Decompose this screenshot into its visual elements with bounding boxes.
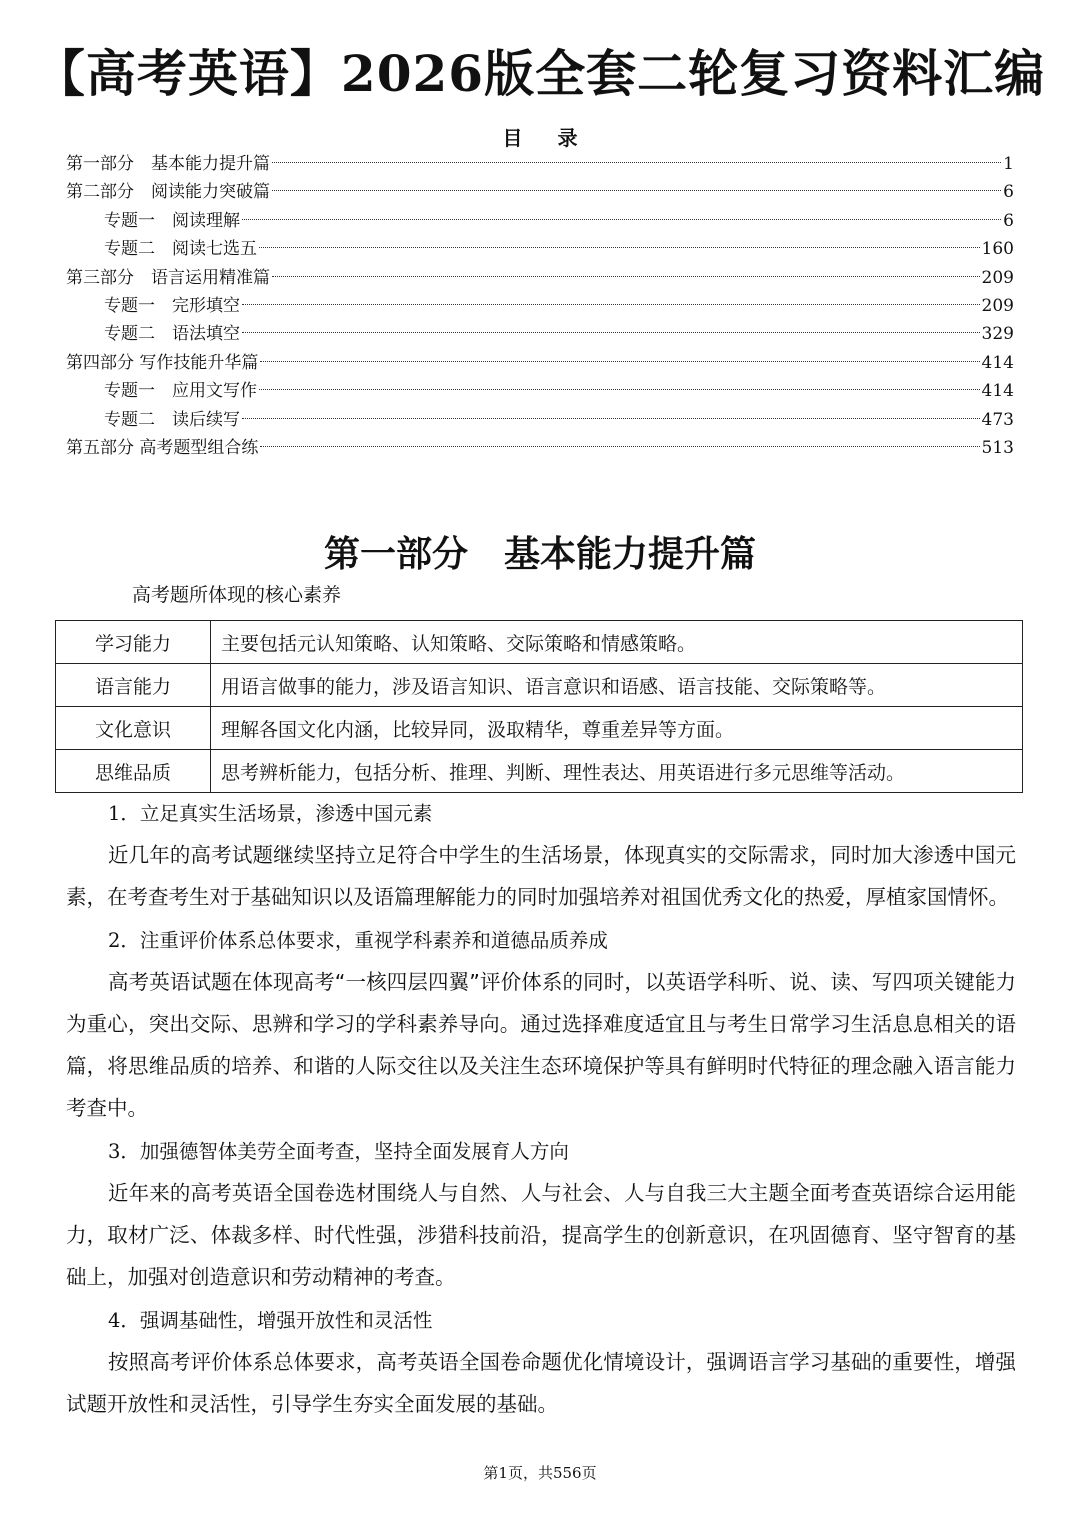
toc-entry-label: 专题二 语法填空 (104, 324, 240, 345)
toc-entry-label: 第三部分 语言运用精准篇 (66, 267, 270, 288)
toc-leader-dots (272, 276, 980, 277)
toc-entry-label: 第五部分 高考题型组合练 (66, 437, 259, 458)
toc-entry-page: 473 (981, 409, 1014, 430)
toc-entry-label: 第四部分 写作技能升华篇 (66, 352, 259, 373)
table-cell-key: 思维品质 (56, 750, 211, 793)
toc-leader-dots (260, 446, 979, 447)
toc-leader-dots (242, 304, 980, 305)
toc-entry-page: 414 (981, 381, 1014, 402)
toc-entry[interactable] (66, 178, 1014, 206)
table-row (56, 750, 1023, 793)
toc-leader-dots (272, 162, 1001, 163)
toc-entry-label: 专题二 阅读七选五 (104, 239, 257, 260)
table-row (56, 707, 1023, 750)
toc-entry-page: 329 (981, 324, 1014, 345)
toc-entry-label: 专题一 完形填空 (104, 295, 240, 316)
table-cell-value: 思考辨析能力，包括分析、推理、判断、理性表达、用英语进行多元思维等活动。 (211, 750, 1023, 793)
toc-subentry[interactable] (66, 406, 1014, 434)
toc-leader-dots (242, 418, 980, 419)
toc-subentry[interactable] (66, 292, 1014, 320)
toc-entry-label: 第一部分 基本能力提升篇 (66, 154, 270, 174)
toc-leader-dots (259, 247, 980, 248)
table-cell-value: 用语言做事的能力，涉及语言知识、语言意识和语感、语言技能、交际策略等。 (211, 664, 1023, 707)
page-footer: 第1页，共556页 (483, 1464, 597, 1482)
toc-entry-label: 专题一 应用文写作 (104, 381, 257, 402)
toc-entry-page: 513 (981, 437, 1014, 458)
table-cell-value: 主要包括元认知策略、认知策略、交际策略和情感策略。 (211, 621, 1023, 664)
toc-leader-dots (242, 219, 1001, 220)
table-cell-value: 理解各国文化内涵，比较异同，汲取精华，尊重差异等方面。 (211, 707, 1023, 750)
table-cell-key: 语言能力 (56, 664, 211, 707)
point-heading: 4．强调基础性，增强开放性和灵活性 (108, 1309, 433, 1332)
point-paragraph: 近年来的高考英语全国卷选材围绕人与自然、人与社会、人与自我三大主题全面考查英语综合运用能力，取材广泛、体裁多样、时代性强，涉猎科技前沿，提高学生的创新意识，在巩固德育、坚守智育的基础上，加强对创造意识和劳动精神的考查。 (66, 1181, 1016, 1289)
toc-heading: 目 录 (502, 126, 592, 150)
document-title: 【高考英语】2026版全套二轮复习资料汇编 (34, 44, 1046, 103)
toc-leader-dots (259, 389, 980, 390)
table-caption: 高考题所体现的核心素养 (132, 584, 342, 606)
core-literacy-table (55, 620, 1023, 793)
toc-entry-page: 160 (981, 239, 1014, 260)
toc-entry-label: 专题二 读后续写 (104, 409, 240, 430)
toc-entry-page: 1 (1003, 154, 1014, 174)
toc-entry-label: 专题一 阅读理解 (104, 210, 240, 231)
table-cell-key: 文化意识 (56, 707, 211, 750)
toc-entry-page: 209 (981, 295, 1014, 316)
point-paragraph: 近几年的高考试题继续坚持立足符合中学生的生活场景，体现真实的交际需求，同时加大渗透中国元素，在考查考生对于基础知识以及语篇理解能力的同时加强培养对祖国优秀文化的热爱，厚植家国情怀。 (66, 843, 1016, 909)
toc-entry-page: 209 (981, 267, 1014, 288)
point-paragraph: 高考英语试题在体现高考“一核四层四翼”评价体系的同时，以英语学科听、说、读、写四项关键能力为重心，突出交际、思辨和学习的学科素养导向。通过选择难度适宜且与考生日常学习生活息息相关的语篇，将思维品质的培养、和谐的人际交往以及关注生态环境保护等具有鲜明时代特征的理念融入语言能力考查中。 (66, 970, 1016, 1120)
point-heading: 1．立足真实生活场景，渗透中国元素 (108, 802, 433, 825)
toc-subentry[interactable] (66, 207, 1014, 235)
toc-entry[interactable] (66, 349, 1014, 377)
toc-subentry[interactable] (66, 235, 1014, 263)
table-cell-key: 学习能力 (56, 621, 211, 664)
point-heading: 2．注重评价体系总体要求，重视学科素养和道德品质养成 (108, 929, 608, 952)
toc-entry[interactable] (66, 434, 1014, 462)
toc-leader-dots (272, 190, 1001, 191)
toc-leader-dots (242, 332, 980, 333)
point-paragraph: 按照高考评价体系总体要求，高考英语全国卷命题优化情境设计，强调语言学习基础的重要性，增强试题开放性和灵活性，引导学生夯实全面发展的基础。 (66, 1350, 1016, 1416)
table-row (56, 621, 1023, 664)
toc-entry-page: 6 (1003, 210, 1014, 231)
toc-entry[interactable] (66, 150, 1014, 178)
point-heading: 3．加强德智体美劳全面考查，坚持全面发展育人方向 (108, 1140, 569, 1163)
table-row (56, 664, 1023, 707)
toc-entry[interactable] (66, 264, 1014, 292)
toc-subentry[interactable] (66, 320, 1014, 348)
body-text (66, 794, 1016, 1428)
toc-entry-label: 第二部分 阅读能力突破篇 (66, 182, 270, 203)
table-of-contents (66, 150, 1014, 462)
toc-entry-page: 414 (981, 352, 1014, 373)
toc-entry-page: 6 (1003, 182, 1014, 203)
toc-subentry[interactable] (66, 377, 1014, 405)
section-title: 第一部分 基本能力提升篇 (323, 533, 756, 575)
toc-leader-dots (260, 361, 979, 362)
